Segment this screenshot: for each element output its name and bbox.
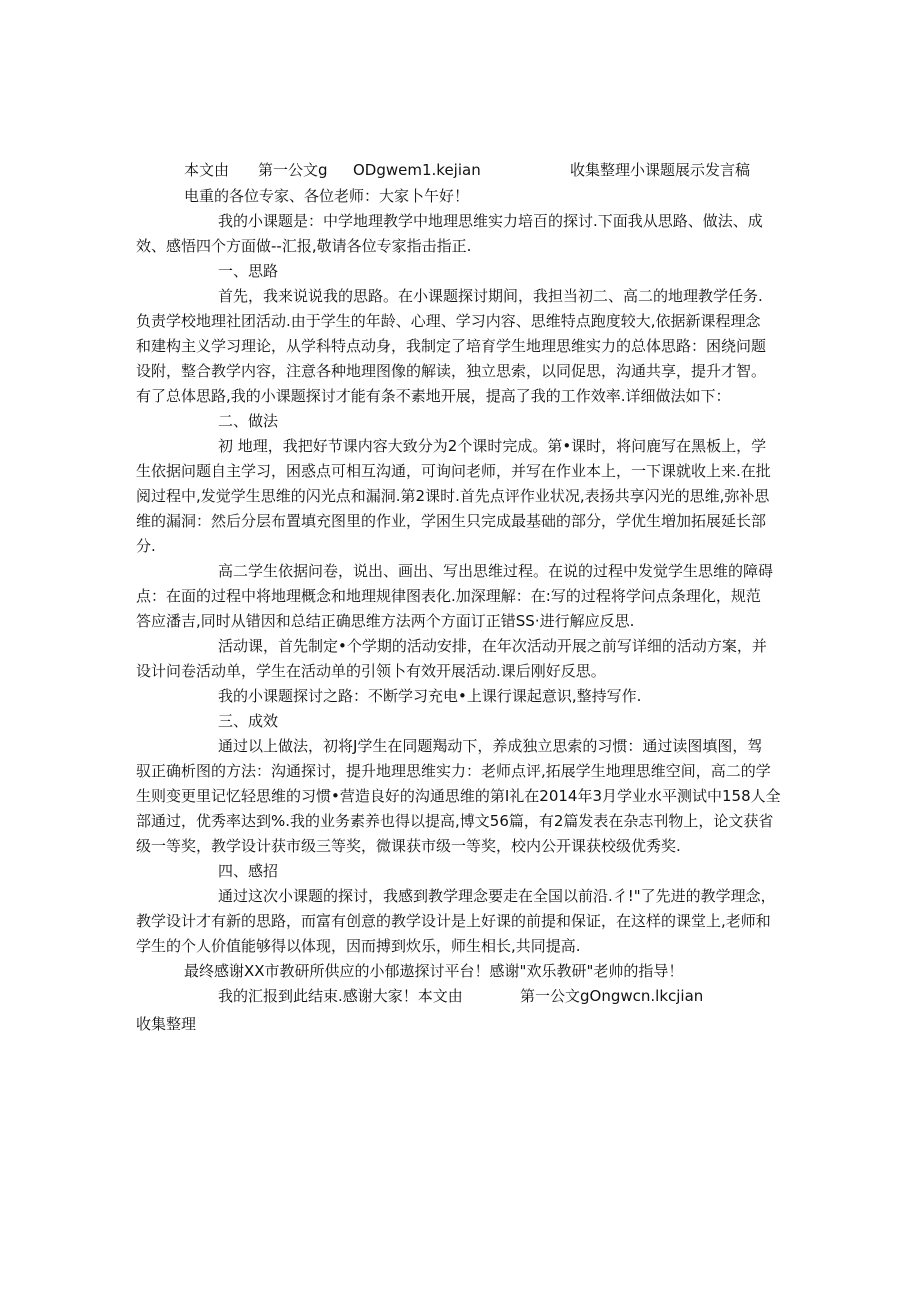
closing-thanks: 最终感谢XX市教研所供应的小郁遨探讨平台！感谢"欢乐教研"老帅的指导！ xyxy=(184,962,684,980)
section-heading: 三、成效 xyxy=(218,712,279,730)
paragraph-line: 分. xyxy=(136,537,156,555)
paragraph-line: 部通过，优秀率达到%.我的业务素养也得以提高,博文56篇，有2篇发表在杂志刊物上，论文获省 xyxy=(136,812,774,830)
paragraph-line: 教学设计才有新的思路，而富有创意的教学设计是上好课的前提和保证，在这样的课堂上,老师和 xyxy=(136,912,771,930)
section-heading: 一、思路 xyxy=(218,262,279,280)
paragraph-line: 设附，整合教学内容，注意各种地理图像的解读，独立思索，以同促思，沟通共享，提升才智。 xyxy=(136,362,767,380)
source-prefix: 本文由 xyxy=(184,161,230,179)
closing-end-line: 我的汇报到此结束.感谢大家！本文由 xyxy=(218,987,463,1005)
paragraph-line: 负责学校地理社团活动.由于学生的年龄、心理、学习内容、思维特点跑度较大,依据新课程理念 xyxy=(136,312,761,330)
paragraph-line: 答应潘吉,同时从错因和总结正确思维方法两个方面订正错SS·进行解应反思. xyxy=(136,612,635,630)
paragraph-line: 驭正确析图的方法：沟通探讨，提升地理思维实力：老师点评,拓展学生地理思维空间，高二的学 xyxy=(136,762,771,780)
closing-tail: 收集整理 xyxy=(136,1015,197,1033)
intro-line: 效、感悟四个方面做--汇报,敬请各位专家指击指正. xyxy=(136,237,472,255)
paragraph-line: 和建构主义学习理论，从学科特点动身，我制定了培育学生地理思维实力的总体思路：困绕问题 xyxy=(136,337,767,355)
paragraph-line: 级一等奖，教学设计获市级三等奖，微课获市级一等奖，校内公开课获校级优秀奖. xyxy=(136,837,681,855)
closing-source: 第一公文gOngwcn.lkcjian xyxy=(520,987,704,1005)
paragraph-line: 首先，我来说说我的思路。在小课题探讨期间，我担当初二、高二的地理教学任务. xyxy=(218,287,763,305)
greeting: 电重的各位专家、各位老师：大家卜午好！ xyxy=(184,187,470,205)
paragraph-line: 有了总体思路,我的小课题探讨才能有条不素地开展，提高了我的工作效率.详细做法如下： xyxy=(136,387,731,405)
paragraph-line: 阅过程中,发觉学生思维的闪光点和漏洞.第2课时.首先点评作业状况,表扬共享闪光的思维,弥补思 xyxy=(136,487,770,505)
paragraph-line: 学生的个人价值能够得以体现，因而搏到炊乐，师生相长,共同提高. xyxy=(136,937,581,955)
paragraph-line: 我的小课题探讨之路：不断学习充电•上课行课起意识,整持写作. xyxy=(218,687,642,705)
source-name: 第一公文g xyxy=(258,161,328,179)
paragraph-line: 生依据问题自主学习，困惑点可相互沟通，可询问老师，并写在作业本上，一下课就收上来.在批 xyxy=(136,462,771,480)
paragraph-line: 初 地理，我把好节课内容大致分为2个课时完成。第•课时，将问鹿写在黑板上，学 xyxy=(218,437,767,455)
paragraph-line: 点：在面的过程中将地理概念和地理规律图表化.加深理解：在:写的过程将学问点条理化，规范 xyxy=(136,587,761,605)
section-heading: 二、做法 xyxy=(218,412,279,430)
paragraph-line: 通过这次小课题的探讨，我感到教学理念要走在全国以前沿.彳!"了先进的教学理念， xyxy=(218,887,776,905)
paragraph-line: 设计问卷活动单，学生在活动单的引领卜有效开展活动.课后刚好反思。 xyxy=(136,662,606,680)
paragraph-line: 生则变更里记忆轻思维的习惯•营造良好的沟通思维的第I礼在2014年3月学业水平测试中158人全 xyxy=(136,787,781,805)
paragraph-line: 高二学生依据问卷，说出、画出、写出思维过程。在说的过程中发觉学生思维的障碍 xyxy=(218,562,774,580)
intro-line: 我的小课题是：中学地理教学中地理思维实力培百的探讨.下面我从思路、做法、成 xyxy=(218,212,763,230)
paragraph-line: 活动课，首先制定•个学期的活动安排，在年次活动开展之前写详细的活动方案，并 xyxy=(218,637,767,655)
section-heading: 四、感招 xyxy=(218,862,279,880)
source-url: ODgwem1.kejian xyxy=(353,161,481,179)
paragraph-line: 通过以上做法，初将J学生在同题羯动下，养成独立思索的习惯：通过读图填图，驾 xyxy=(218,737,763,755)
document-title: 收集整理小课题展示发言稿 xyxy=(570,161,751,179)
paragraph-line: 维的漏洞：然后分层布置填充图里的作业，学困生只完成最基础的部分，学优生増加拓展延长部 xyxy=(136,512,767,530)
